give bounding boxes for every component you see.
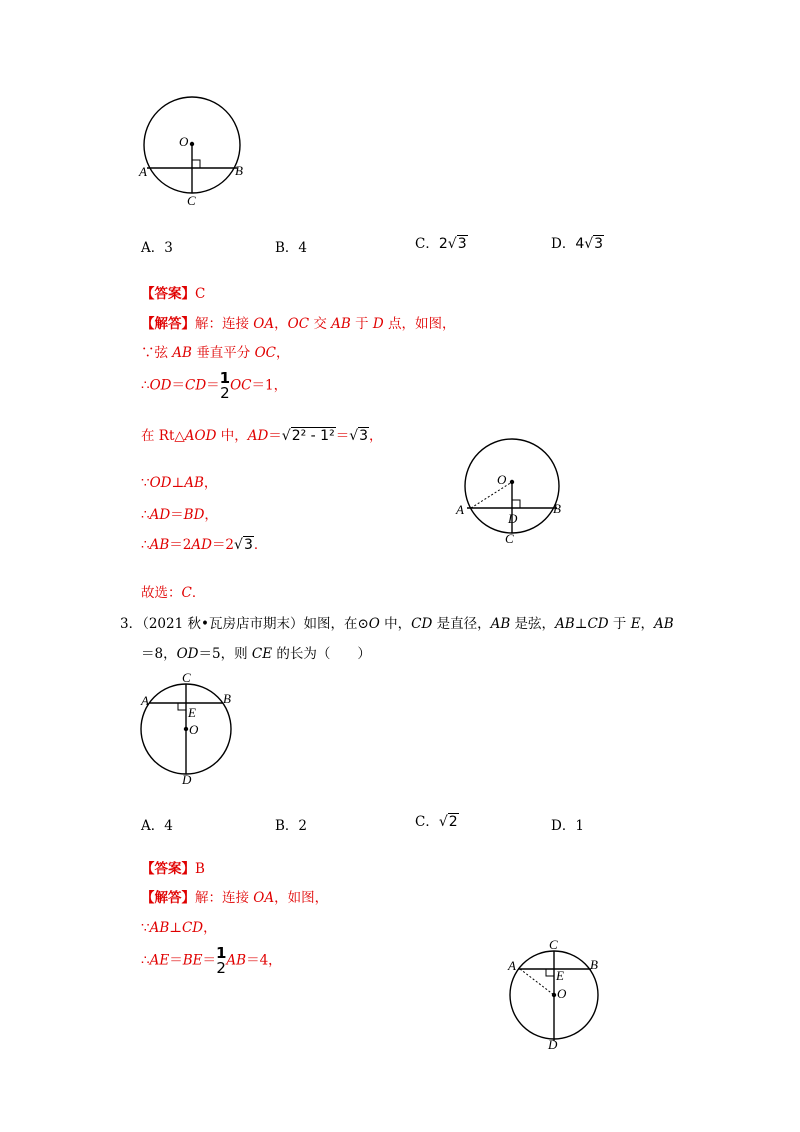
q2s-label-c: C bbox=[505, 531, 514, 546]
q2-solution-line1: 【解答】解：连接 OA，OC 交 AB 于 D 点，如图， bbox=[141, 316, 456, 332]
q2-solution-line2: ∵弦 AB 垂直平分 OC， bbox=[141, 345, 290, 361]
q3-option-c: C．√2 bbox=[415, 814, 458, 830]
q3-label-a: A bbox=[141, 693, 149, 708]
q2-option-a: A．3 bbox=[141, 240, 173, 256]
q3s-label-a: A bbox=[508, 958, 516, 973]
q3-solution-line2: ∵AB⊥CD， bbox=[141, 920, 217, 936]
q2s-label-d: D bbox=[508, 511, 518, 526]
q3-right-angle-mark bbox=[178, 703, 186, 710]
q2-solution-line6: ∴AD＝BD， bbox=[141, 507, 218, 523]
q3-stem-line2: ＝8，OD＝5，则 CE 的长为（ ） bbox=[141, 646, 371, 662]
q3-stem-line1: 3．（2021 秋•瓦房店市期末）如图，在⊙O 中，CD 是直径，AB 是弦，AB⊥CD 于 E，AB bbox=[120, 616, 674, 632]
q2-fraction-half: 1 2 bbox=[219, 369, 231, 402]
q3-option-a: A．4 bbox=[141, 818, 173, 834]
q3-answer: 【答案】B bbox=[141, 861, 205, 877]
q2s-center-dot bbox=[510, 480, 514, 484]
q3-center-dot bbox=[184, 727, 188, 731]
q3s-segment-oa bbox=[520, 969, 554, 995]
q2-solution-line7: ∴AB＝2AD＝2√3． bbox=[141, 537, 268, 553]
q3s-label-e: E bbox=[556, 968, 564, 983]
q3-label-c: C bbox=[182, 670, 191, 685]
q3-fraction-half: 1 2 bbox=[215, 944, 227, 977]
q2-solution-figure bbox=[455, 430, 575, 550]
q3s-label-d: D bbox=[548, 1037, 558, 1052]
q3-label-o: O bbox=[189, 722, 199, 737]
q2s-label-o: O bbox=[497, 472, 507, 487]
q2-center-dot bbox=[190, 142, 194, 146]
q3s-center-dot bbox=[552, 993, 556, 997]
q3s-label-c: C bbox=[549, 937, 558, 952]
q2-answer: 【答案】C bbox=[141, 286, 206, 302]
q3-label-d: D bbox=[182, 772, 192, 787]
q2-label-c: C bbox=[187, 193, 196, 208]
q3-option-b: B．2 bbox=[275, 818, 308, 834]
q2-label-b: B bbox=[235, 163, 243, 178]
q2s-right-angle-mark bbox=[512, 500, 520, 508]
q2-choose: 故选：C． bbox=[141, 585, 206, 601]
q2-option-d: D．4√3 bbox=[551, 236, 604, 252]
q2-right-angle-mark bbox=[192, 160, 200, 168]
q2-solution-line4: 在 Rt△AOD 中，AD＝√2² - 1²＝√3， bbox=[141, 428, 383, 444]
q2-label-a: A bbox=[139, 164, 147, 179]
q2-solution-line3: ∴OD＝CD＝ 1 2 OC＝1， bbox=[141, 369, 288, 402]
q3-option-d: D．1 bbox=[551, 818, 584, 834]
q2-option-b: B．4 bbox=[275, 240, 308, 256]
q3s-label-b: B bbox=[590, 957, 598, 972]
q3-label-b: B bbox=[223, 691, 231, 706]
q3-label-e: E bbox=[188, 705, 196, 720]
q2-solution-line5: ∵OD⊥AB， bbox=[141, 475, 218, 491]
q3-solution-line1: 【解答】解：连接 OA，如图， bbox=[141, 890, 329, 906]
q3s-right-angle-mark bbox=[546, 969, 554, 976]
q2s-label-b: B bbox=[553, 501, 561, 516]
q3s-label-o: O bbox=[557, 986, 567, 1001]
q2-option-c: C．2√3 bbox=[415, 236, 467, 252]
q3-solution-line3: ∴AE＝BE＝ 1 2 AB＝4， bbox=[141, 944, 282, 977]
q2s-label-a: A bbox=[456, 502, 464, 517]
q2-label-o: O bbox=[179, 134, 189, 149]
